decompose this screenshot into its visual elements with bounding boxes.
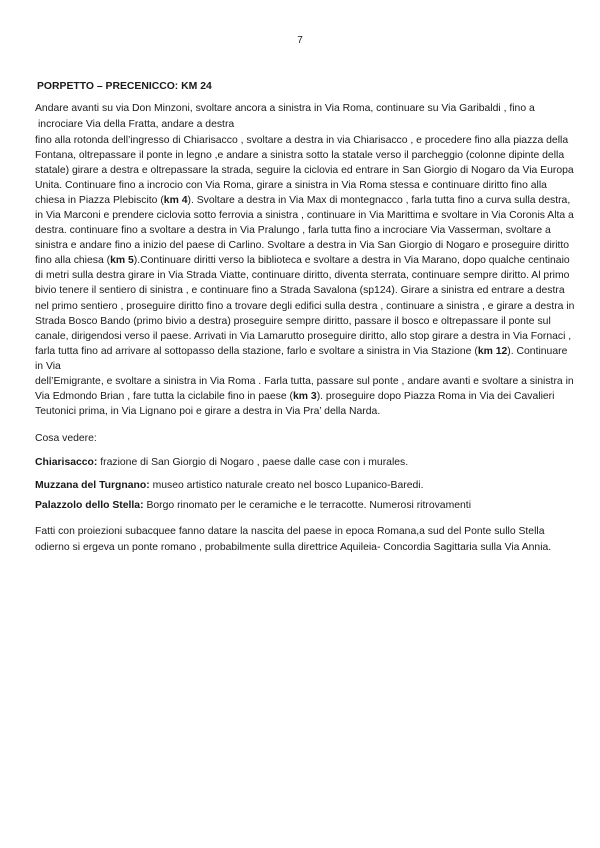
km-marker-4: km 3 xyxy=(293,390,317,402)
route-text-4: ). Continuare in Via xyxy=(35,345,568,372)
km-marker-3: km 12 xyxy=(477,345,508,357)
intro-line-1: Andare avanti su via Don Minzoni, svoltare ancora a sinistra in Via Roma, continuare su Via Garibaldi , fino a xyxy=(35,103,535,114)
place-name: Muzzana del Turgnano: xyxy=(35,480,150,491)
intro-line-2: incrociare Via della Fratta, andare a destra xyxy=(38,118,235,130)
route-text-1: fino alla rotonda dell’ingresso di Chiarisacco , svoltare a destra in via Chiarisacco , e procedere fino alla piazza della Fontana, oltrepassare il ponte in legno ,e andare a sinistra sotto la statale verso il parcheggio (colonne dipinte della statale) girare a destra e oltrepassare la strada, seguire la ciclovia ed entrare in San Giorgio di Nogaro da Via Europa Unita. Continuare fino a incrocio con Via Roma, girare a sinistra in Via Roma stessa e continuare diritto fino alla chiesa in Piazza Plebiscito ( xyxy=(35,135,574,207)
history-note: Fatti con proiezioni subacquee fanno datare la nascita del paese in epoca Romana,a sud del Ponte sullo Stella odierno si ergeva un ponte romano , probabilmente sulla direttrice Aquileia- Concordia Sagittaria sulla Via Annia. xyxy=(35,526,552,553)
place-chiarisacco xyxy=(35,457,575,468)
place-description: frazione di San Giorgio di Nogaro , paese dalle case con i murales. xyxy=(97,457,409,468)
section-title: PORPETTO – PRECENICCO: KM 24 xyxy=(37,81,212,92)
place-muzzana xyxy=(35,480,575,491)
route-paragraph xyxy=(35,133,578,419)
place-name: Palazzolo dello Stella: xyxy=(35,500,144,511)
place-palazzolo xyxy=(35,500,575,511)
route-text-5: dell’Emigrante, e svoltare a sinistra in Via Roma . Farla tutta, passare sul ponte , andare avanti e svoltare a sinistra in Via Edmondo Brian , fare tutta la ciclabile fino in paese ( xyxy=(35,375,574,402)
route-text-2: ). Svoltare a destra in Via Max di montegnacco , farla tutta fino a curva sulla destra, in Via Marconi e prendere ciclovia sotto ferrovia a sinistra , continuare in Via Marittima e svoltare in Via Coronis Alta a destra. continuare fino a svoltare a destra in Via Pralungo , farla tutta fino a incrociare Via Vasserman, svoltare a sinistra e andare fino a inizio del paese di Carlino. Svoltare a destra in Via San Giorgio di Nogaro e proseguire diritto fino alla chiesa ( xyxy=(35,195,574,267)
place-description: Borgo rinomato per le ceramiche e le terracotte. Numerosi ritrovamenti xyxy=(143,500,471,511)
km-marker-1: km 4 xyxy=(163,195,188,207)
place-description: museo artistico naturale creato nel bosco Lupanico-Baredi. xyxy=(149,480,424,491)
cosa-vedere-heading: Cosa vedere: xyxy=(35,433,97,444)
km-marker-2: km 5 xyxy=(110,255,134,267)
route-text-3: ).Continuare diritti verso la biblioteca e svoltare a destra in Via Marano, dopo qualche centinaio di metri sulla destra girare in Via Strada Viatte, continuare diritto, diventa sterrata, continuare sempre diritto. Al primo bivio tenere il sentiero di sinistra , e continuare fino a Strada Savalona (sp124). Girare a sinistra ed entrare a destra nel primo sentiero , proseguire diritto fino a trovare degli edifici sulla destra , continuare a sinistra , e girare a destra in Strada Bosco Bando (primo bivio a destra) proseguire sempre diritto, passare il bosco e oltrepassare il ponte sul canale, dirigendosi verso il paese. Arrivati in Via Lamarutto proseguire diritto, allo stop girare a destra in Via Fornaci , farla tutta fino ad arrivare al sottopasso della stazione, farlo e svoltare a sinistra in Via Stazione ( xyxy=(35,255,575,357)
place-name: Chiarisacco: xyxy=(35,457,98,468)
route-text-6: ). proseguire dopo Piazza Roma in Via dei Cavalieri Teutonici prima, in Via Lignano poi e girare a destra in Via Pra’ della Narda. xyxy=(35,390,555,417)
page-number: 7 xyxy=(297,35,303,46)
intro-paragraph xyxy=(35,101,575,132)
